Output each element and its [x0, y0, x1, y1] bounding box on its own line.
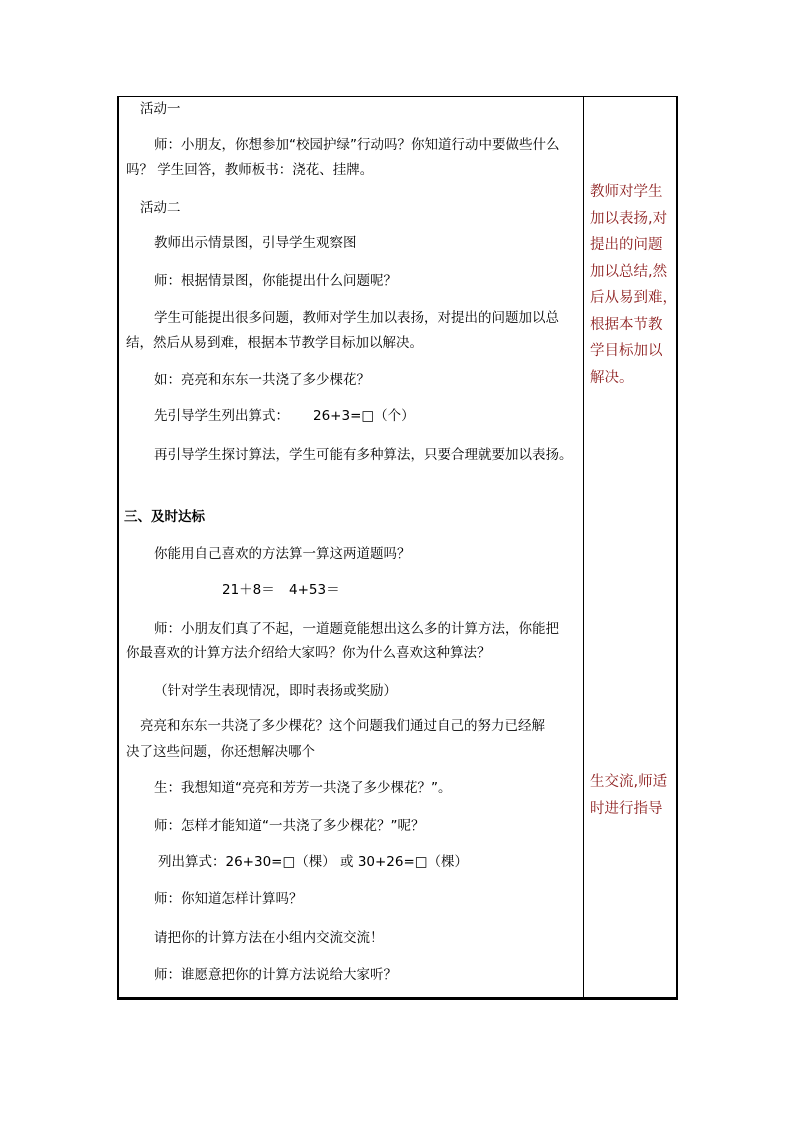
side-note-1-line: 教师对学生	[590, 184, 663, 200]
side-note-2	[590, 769, 667, 822]
p13: 师：怎样才能知道“一共浇了多少棵花？”呢？	[154, 818, 425, 834]
side-note-2-line: 时进行指导	[590, 800, 663, 817]
p14: 列出算式：26+30=□（棵） 或 30+26=□（棵）	[158, 854, 469, 870]
column-divider	[583, 96, 584, 1000]
activity2-title: 活动二	[140, 200, 181, 216]
p1-line2: 吗？ 学生回答，教师板书：浇花、挂牌。	[126, 162, 374, 178]
problem2: 4+53＝	[289, 582, 340, 598]
section3-title: 三、及时达标	[124, 509, 205, 525]
p12: 生：我想知道“亮亮和芳芳一共浇了多少棵花？”。	[154, 780, 452, 796]
p17: 师：谁愿意把你的计算方法说给大家听？	[154, 967, 397, 983]
p8: 你能用自己喜欢的方法算一算这两道题吗？	[154, 546, 411, 562]
side-note-1-line: 解决。	[590, 369, 634, 386]
p6-formula: 26+3=□（个）	[313, 408, 415, 424]
side-note-1-line: 加以总结,然	[590, 263, 668, 280]
p11-line1: 亮亮和东东一共浇了多少棵花？这个问题我们通过自己的努力已经解	[140, 718, 545, 734]
side-note-1-line: 后从易到难，	[590, 290, 677, 306]
side-note-1-line: 根据本节教	[590, 316, 663, 333]
p4-line2: 结，然后从易到难，根据本节教学目标加以解决。	[126, 335, 423, 351]
side-note-1-line: 提出的问题	[590, 237, 663, 253]
p11-line2: 决了这些问题，你还想解决哪个	[126, 744, 315, 760]
p6-label: 先引导学生列出算式：	[154, 408, 289, 424]
problem1: 21＋8＝	[222, 582, 275, 598]
p10: （针对学生表现情况，即时表扬或奖励）	[154, 683, 397, 699]
p5: 如：亮亮和东东一共浇了多少棵花？	[154, 372, 370, 388]
p9-line2: 你最喜欢的计算方法介绍给大家吗？你为什么喜欢这种算法？	[126, 645, 491, 661]
p3: 师：根据情景图，你能提出什么问题呢？	[154, 273, 397, 289]
p1-line1: 师：小朋友，你想参加“校园护绿”行动吗？你知道行动中要做些什么	[154, 137, 560, 153]
p15: 师：你知道怎样计算吗？	[154, 891, 303, 907]
p16: 请把你的计算方法在小组内交流交流！	[154, 930, 384, 946]
side-note-2-line: 生交流,师适	[590, 774, 668, 790]
p4-line1: 学生可能提出很多问题，教师对学生加以表扬，对提出的问题加以总	[154, 310, 559, 326]
side-note-1-line: 加以表扬,对	[590, 210, 668, 227]
p9-line1: 师：小朋友们真了不起，一道题竟能想出这么多的计算方法，你能把	[154, 621, 559, 637]
activity1-title: 活动一	[140, 101, 181, 117]
side-note-1	[590, 179, 677, 391]
p7: 再引导学生探讨算法，学生可能有多种算法，只要合理就要加以表扬。	[154, 447, 573, 463]
side-note-1-line: 学目标加以	[590, 343, 663, 359]
p2: 教师出示情景图，引导学生观察图	[154, 235, 357, 251]
